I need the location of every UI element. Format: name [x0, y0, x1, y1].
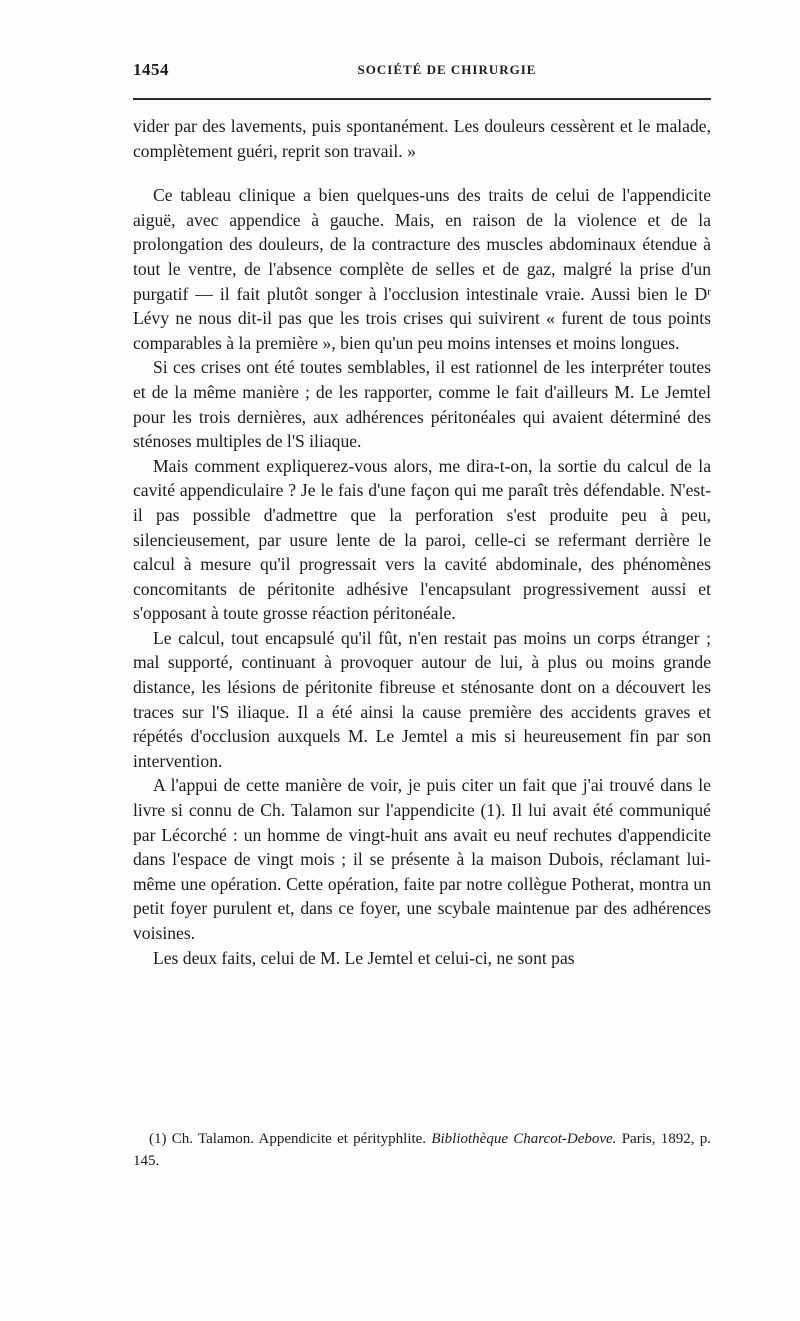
running-title: SOCIÉTÉ DE CHIRURGIE	[357, 62, 537, 77]
paragraph: Mais comment expliquerez-vous alors, me dira-t-on, la sortie du calcul de la cavité appendiculaire ? Je le fais d'une façon qui me paraît très défendable. N'est-il pas possible d'admettre que la perforation s'est produite peu à peu, silencieusement, par usure lente de la paroi, celle-ci se refermant derrière le calcul à mesure qu'il progressait vers la cavité abdominale, des phénomènes concomitants de péritonite adhésive l'encapsulant progressivement aussi et s'opposant à toute grosse réaction péritonéale.	[133, 455, 711, 624]
page-number: 1454	[133, 60, 169, 79]
paragraph: A l'appui de cette manière de voir, je puis citer un fait que j'ai trouvé dans le livre si connu de Ch. Talamon sur l'appendicite (1). Il lui avait été communiqué par Lécorché : un homme de vingt-huit ans avait eu neuf rechutes d'appendicite dans l'espace de vingt mois ; il se présente à la maison Dubois, réclamant lui-même une opération. Cette opération, faite par notre collègue Potherat, montra un petit foyer purulent et, dans ce foyer, une scybale maintenue par des adhérences voisines.	[133, 775, 711, 943]
paragraph: Si ces crises ont été toutes semblables, il est rationnel de les interpréter toutes et de la même manière ; de les rapporter, comme le fait d'ailleurs M. Le Jemtel pour les trois dernières, aux adhérences péritonéales qui avaient déterminé des sténoses multiples de l'S iliaque.	[133, 357, 711, 452]
running-head	[133, 60, 711, 84]
paragraph: vider par des lavements, puis spontanément. Les douleurs cessèrent et le malade, complètement guéri, reprit son travail. »	[133, 116, 711, 161]
footnote-italic-title: Bibliothèque Charcot-Debove.	[431, 1131, 617, 1147]
paragraph: Les deux faits, celui de M. Le Jemtel et celui-ci, ne sont pas	[153, 947, 575, 968]
body-text	[133, 114, 711, 970]
paragraph: Le calcul, tout encapsulé qu'il fût, n'en restait pas moins un corps étranger ; mal supporté, continuant à provoquer autour de lui, à plus ou moins grande distance, les lésions de péritonite fibreuse et sténosante dont on a découvert les traces sur l'S iliaque. Il a été ainsi la cause première des accidents graves et répétés d'occlusion auxquels M. Le Jemtel a mis si heureusement fin par son intervention.	[133, 627, 711, 771]
paragraph: Ce tableau clinique a bien quelques-uns des traits de celui de l'appendicite aiguë, avec appendice à gauche. Mais, en raison de la violence et de la prolongation des douleurs, de la contracture des muscles abdominaux étendue à tout le ventre, de l'absence complète de selles et de gaz, malgré la prise d'un purgatif — il fait plutôt songer à l'occlusion intestinale vraie. Aussi bien le Dʳ Lévy ne nous dit-il pas que les trois crises qui suivirent « furent de tous points comparables à la première », bien qu'un peu moins intenses et moins longues.	[133, 185, 711, 353]
header-rule	[133, 98, 711, 100]
footnote-text: (1) Ch. Talamon. Appendicite et pérityphlite.	[149, 1131, 432, 1147]
footnote-citation: Paris, 1892, p. 145.	[133, 1131, 712, 1169]
footnote	[133, 1128, 711, 1172]
footnotes	[133, 1128, 711, 1172]
